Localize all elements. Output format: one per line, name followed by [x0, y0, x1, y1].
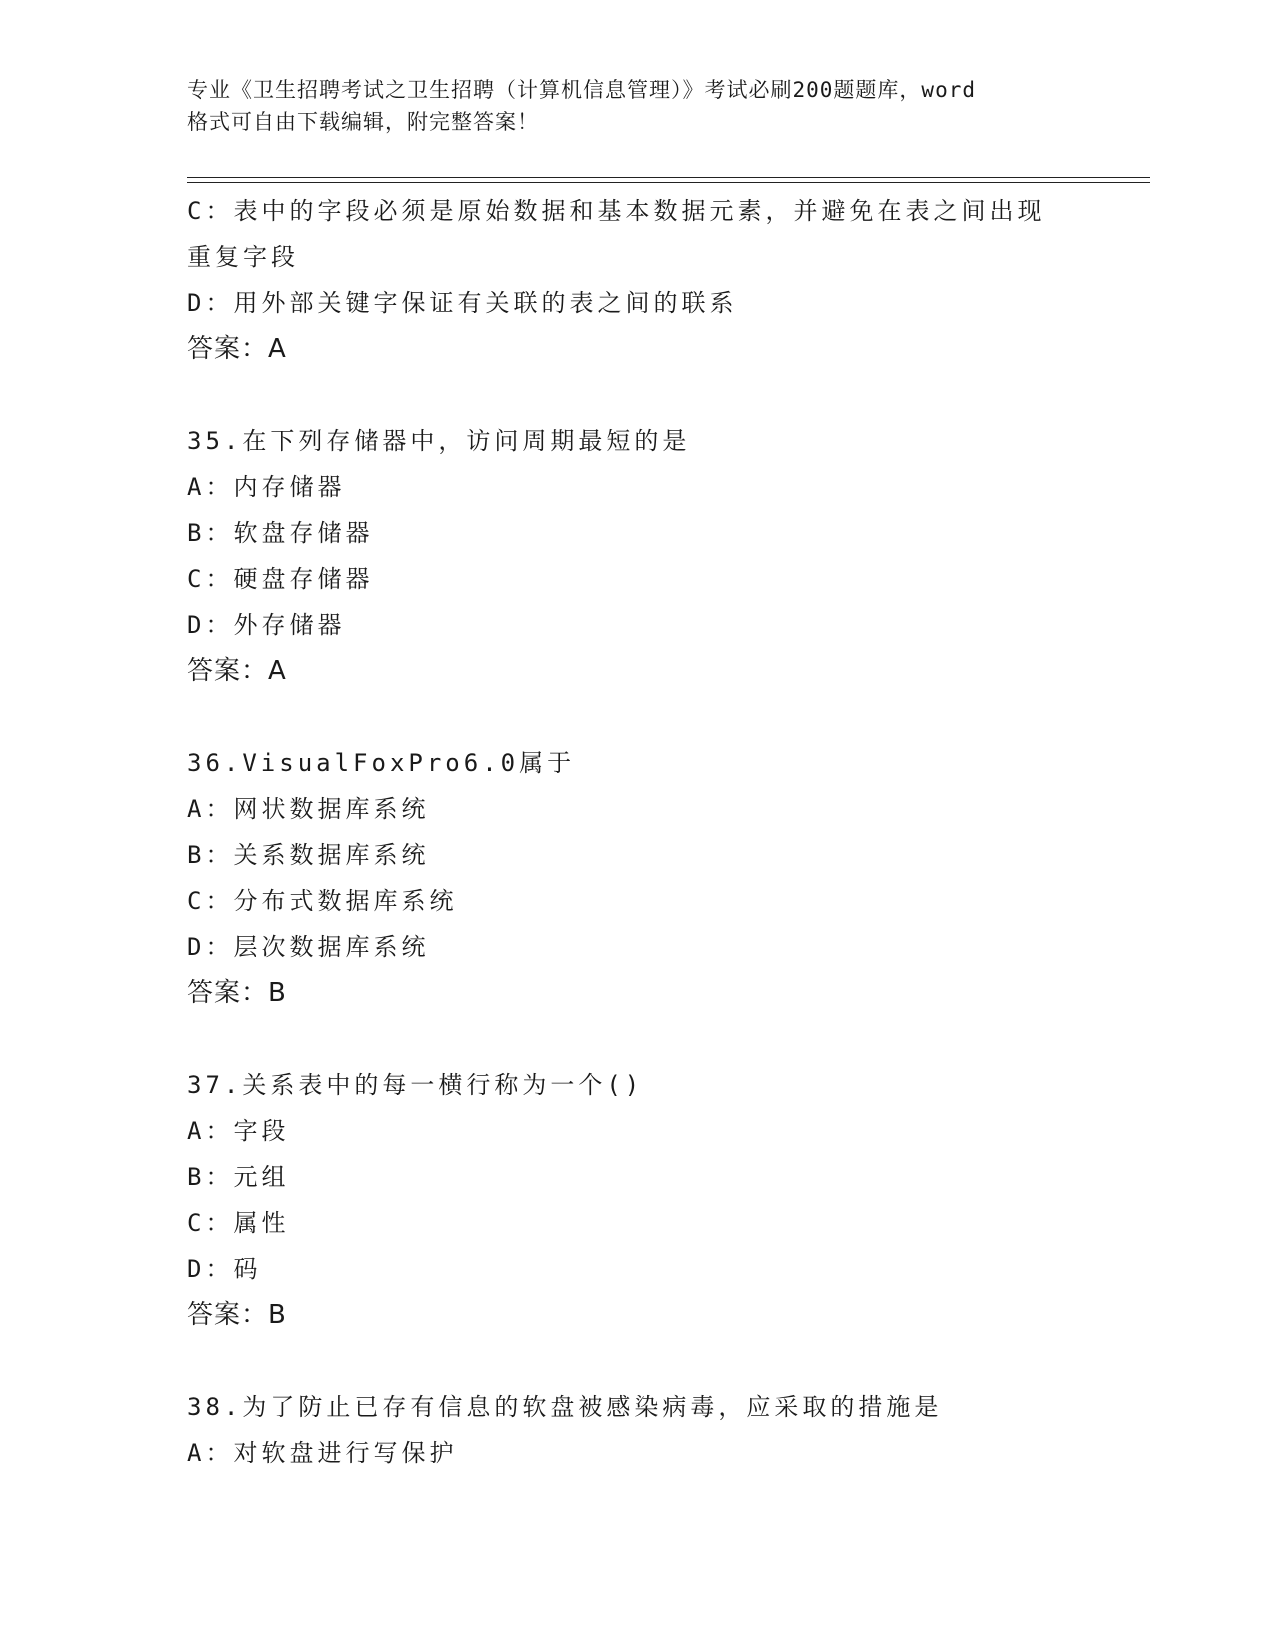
- option-d: D：外存储器: [187, 611, 346, 639]
- header-line-1: 专业《卫生招聘考试之卫生招聘（计算机信息管理）》考试必刷200题题库，word: [187, 78, 976, 102]
- option-d: D：码: [187, 1255, 262, 1283]
- option-c: C：表中的字段必须是原始数据和基本数据元素，并避免在表之间出现: [187, 197, 1046, 225]
- header-divider-top: [187, 177, 1150, 178]
- option-a: A：对软盘进行写保护: [187, 1439, 458, 1467]
- answer-line: 答案：A: [187, 334, 287, 364]
- header-line-2: 格式可自由下载编辑，附完整答案！: [187, 110, 539, 134]
- option-d: D：用外部关键字保证有关联的表之间的联系: [187, 289, 738, 317]
- document-header: [187, 74, 1087, 138]
- question-35: [187, 418, 1087, 694]
- option-c: C：硬盘存储器: [187, 565, 374, 593]
- option-c-continued: 重复字段: [187, 243, 299, 271]
- option-b: B：关系数据库系统: [187, 841, 430, 869]
- question-title: 37.关系表中的每一横行称为一个(): [187, 1071, 644, 1099]
- question-list: [187, 188, 1087, 1476]
- option-a: A：网状数据库系统: [187, 795, 430, 823]
- option-a: A：字段: [187, 1117, 290, 1145]
- answer-line: 答案：B: [187, 1300, 287, 1330]
- option-b: B：元组: [187, 1163, 290, 1191]
- question-37: [187, 1062, 1087, 1338]
- question-title: 35.在下列存储器中，访问周期最短的是: [187, 427, 691, 455]
- option-d: D：层次数据库系统: [187, 933, 430, 961]
- answer-line: 答案：B: [187, 978, 287, 1008]
- option-c: C：属性: [187, 1209, 290, 1237]
- question-title: 38.为了防止已存有信息的软盘被感染病毒，应采取的措施是: [187, 1393, 943, 1421]
- header-divider-bottom: [187, 182, 1150, 183]
- answer-line: 答案：A: [187, 656, 287, 686]
- option-c: C：分布式数据库系统: [187, 887, 458, 915]
- question-title: 36.VisualFoxPro6.0属于: [187, 749, 576, 777]
- option-a: A：内存储器: [187, 473, 346, 501]
- option-b: B：软盘存储器: [187, 519, 374, 547]
- question-38: [187, 1384, 1087, 1476]
- question-36: [187, 740, 1087, 1016]
- question-34-continuation: [187, 188, 1087, 372]
